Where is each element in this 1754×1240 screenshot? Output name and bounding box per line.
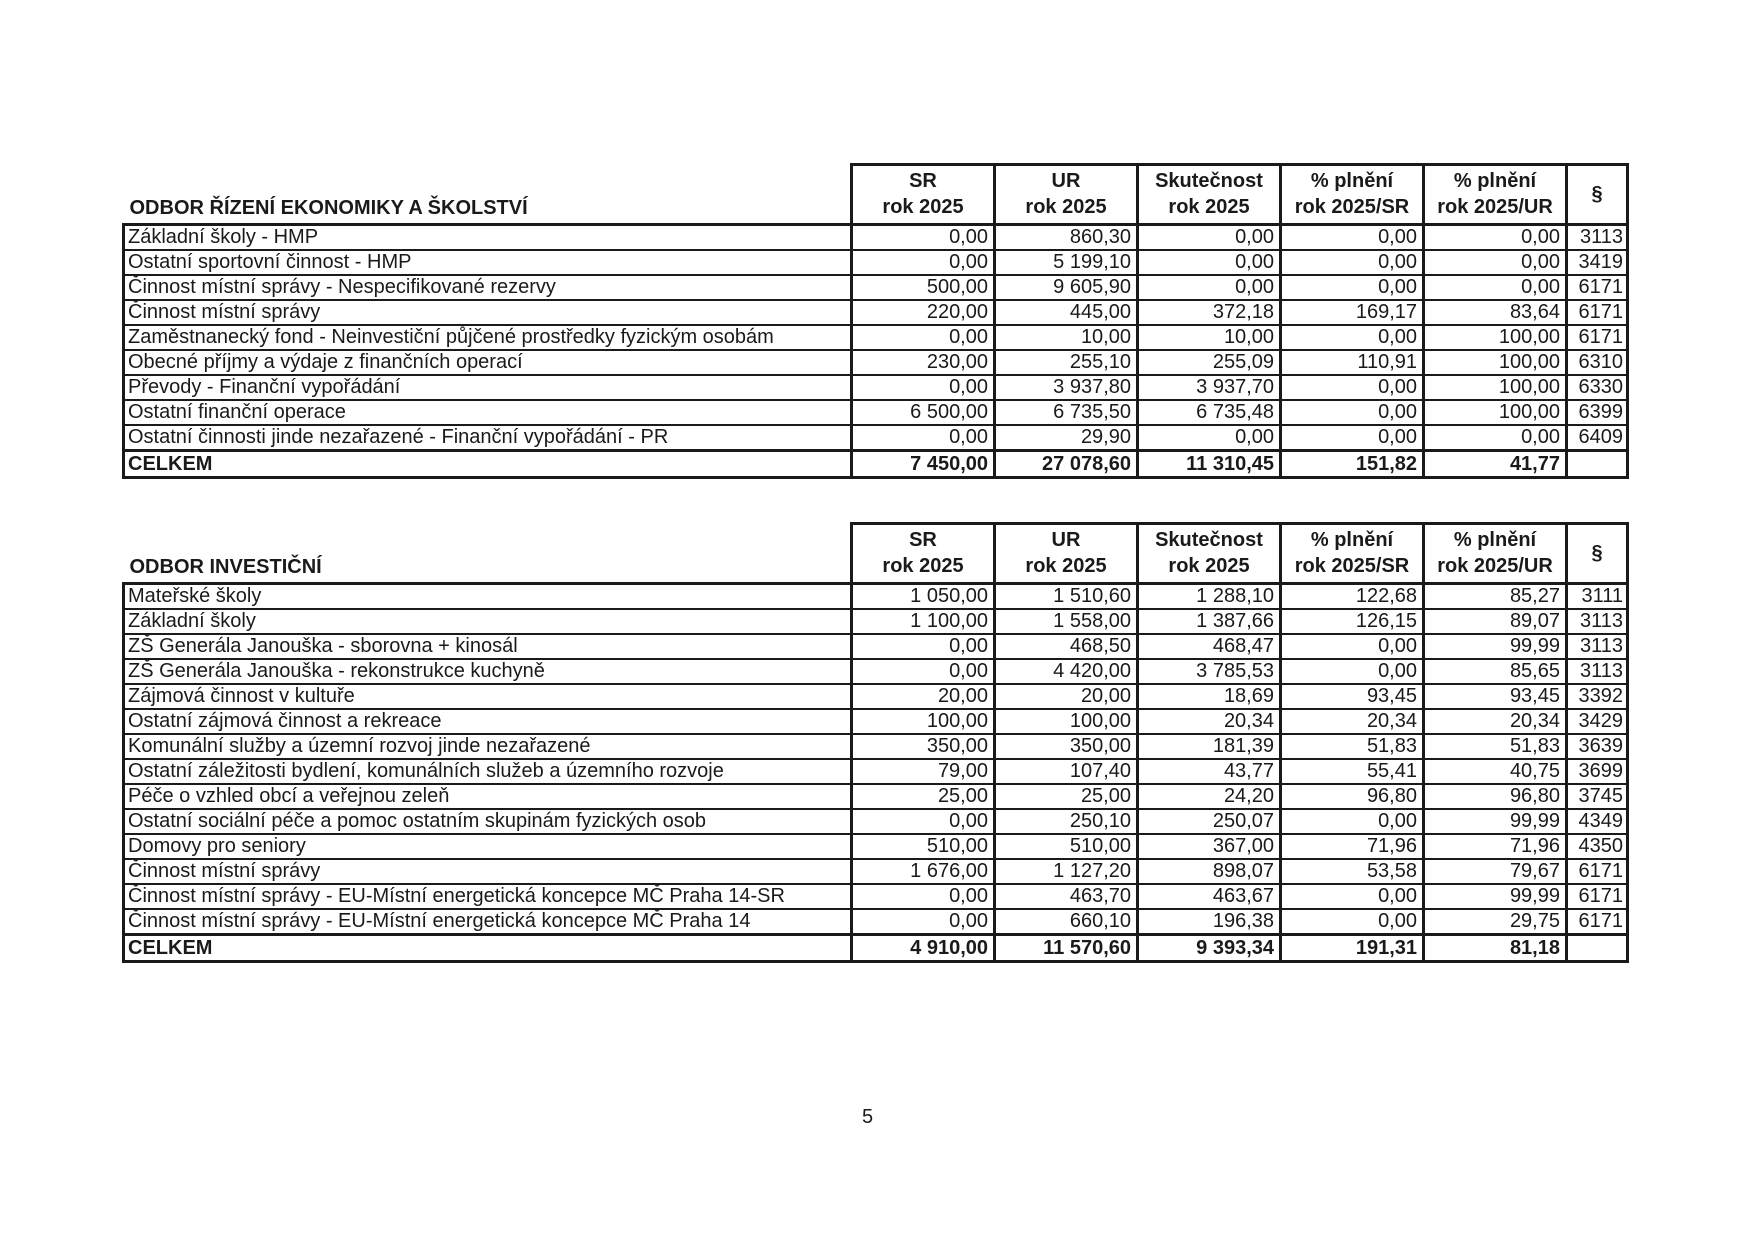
cell-par: 3111 bbox=[1567, 583, 1628, 609]
row-label: Komunální služby a územní rozvoj jinde nezařazené bbox=[124, 734, 852, 759]
cell-par: 6310 bbox=[1567, 350, 1628, 375]
cell-pur: 79,67 bbox=[1424, 859, 1567, 884]
cell-sk: 367,00 bbox=[1138, 834, 1281, 859]
cell-sr: 0,00 bbox=[852, 250, 995, 275]
cell-ur: 660,10 bbox=[995, 909, 1138, 935]
cell-sr: 220,00 bbox=[852, 300, 995, 325]
cell-pur: 99,99 bbox=[1424, 809, 1567, 834]
cell-par: 6171 bbox=[1567, 275, 1628, 300]
cell-pur: 71,96 bbox=[1424, 834, 1567, 859]
cell-psr: 0,00 bbox=[1281, 659, 1424, 684]
row-label: Ostatní sportovní činnost - HMP bbox=[124, 250, 852, 275]
cell-sr: 500,00 bbox=[852, 275, 995, 300]
cell-ur: 20,00 bbox=[995, 684, 1138, 709]
row-label: Obecné příjmy a výdaje z finančních operací bbox=[124, 350, 852, 375]
cell-par: 6409 bbox=[1567, 425, 1628, 451]
cell-ur: 10,00 bbox=[995, 325, 1138, 350]
cell-sk: 0,00 bbox=[1138, 425, 1281, 451]
table-row bbox=[124, 884, 1628, 909]
cell-sr: 0,00 bbox=[852, 325, 995, 350]
cell-pur: 99,99 bbox=[1424, 634, 1567, 659]
col-header-sr: SR rok 2025 bbox=[852, 524, 995, 584]
cell-psr: 93,45 bbox=[1281, 684, 1424, 709]
cell-ur: 29,90 bbox=[995, 425, 1138, 451]
cell-sk: 6 735,48 bbox=[1138, 400, 1281, 425]
col-header-plneni-sr: % plnění rok 2025/SR bbox=[1281, 524, 1424, 584]
table-row bbox=[124, 583, 1628, 609]
row-label: Mateřské školy bbox=[124, 583, 852, 609]
cell-sr: 1 050,00 bbox=[852, 583, 995, 609]
cell-psr: 51,83 bbox=[1281, 734, 1424, 759]
col-header-plneni-ur: % plnění rok 2025/UR bbox=[1424, 165, 1567, 225]
cell-ur: 11 570,60 bbox=[995, 934, 1138, 961]
cell-par: 3419 bbox=[1567, 250, 1628, 275]
table-row bbox=[124, 275, 1628, 300]
cell-ur: 463,70 bbox=[995, 884, 1138, 909]
cell-pur: 100,00 bbox=[1424, 325, 1567, 350]
table-row bbox=[124, 425, 1628, 451]
row-label: Zájmová činnost v kultuře bbox=[124, 684, 852, 709]
cell-par: 6171 bbox=[1567, 909, 1628, 935]
row-label: ZŠ Generála Janouška - sborovna + kinosál bbox=[124, 634, 852, 659]
cell-psr: 0,00 bbox=[1281, 325, 1424, 350]
cell-ur: 9 605,90 bbox=[995, 275, 1138, 300]
cell-sk: 181,39 bbox=[1138, 734, 1281, 759]
cell-psr: 55,41 bbox=[1281, 759, 1424, 784]
cell-sk: 20,34 bbox=[1138, 709, 1281, 734]
cell-psr: 122,68 bbox=[1281, 583, 1424, 609]
cell-psr: 53,58 bbox=[1281, 859, 1424, 884]
cell-sk: 372,18 bbox=[1138, 300, 1281, 325]
cell-sk: 0,00 bbox=[1138, 250, 1281, 275]
cell-pur: 20,34 bbox=[1424, 709, 1567, 734]
table-row bbox=[124, 609, 1628, 634]
table-row bbox=[124, 809, 1628, 834]
cell-sk: 250,07 bbox=[1138, 809, 1281, 834]
cell-ur: 3 937,80 bbox=[995, 375, 1138, 400]
cell-par: 4350 bbox=[1567, 834, 1628, 859]
row-label: Ostatní záležitosti bydlení, komunálních služeb a územního rozvoje bbox=[124, 759, 852, 784]
col-header-skutecnost: Skutečnost rok 2025 bbox=[1138, 524, 1281, 584]
table-row bbox=[124, 734, 1628, 759]
cell-par: 6399 bbox=[1567, 400, 1628, 425]
cell-ur: 510,00 bbox=[995, 834, 1138, 859]
cell-sk: 1 387,66 bbox=[1138, 609, 1281, 634]
row-label: Činnost místní správy - EU-Místní energetická koncepce MČ Praha 14-SR bbox=[124, 884, 852, 909]
cell-sr: 230,00 bbox=[852, 350, 995, 375]
cell-sr: 0,00 bbox=[852, 425, 995, 451]
cell-psr: 0,00 bbox=[1281, 275, 1424, 300]
section-title: ODBOR ŘÍZENÍ EKONOMIKY A ŠKOLSTVÍ bbox=[124, 165, 852, 225]
cell-par: 3745 bbox=[1567, 784, 1628, 809]
cell-pur: 0,00 bbox=[1424, 425, 1567, 451]
cell-ur: 6 735,50 bbox=[995, 400, 1138, 425]
cell-sr: 25,00 bbox=[852, 784, 995, 809]
row-label: Činnost místní správy bbox=[124, 300, 852, 325]
table-row bbox=[124, 350, 1628, 375]
cell-psr: 0,00 bbox=[1281, 884, 1424, 909]
col-header-paragraph: § bbox=[1567, 524, 1628, 584]
total-row bbox=[124, 934, 1628, 961]
table-row bbox=[124, 325, 1628, 350]
cell-ur: 250,10 bbox=[995, 809, 1138, 834]
table-row bbox=[124, 784, 1628, 809]
cell-sk: 255,09 bbox=[1138, 350, 1281, 375]
cell-sk: 0,00 bbox=[1138, 224, 1281, 250]
cell-psr: 0,00 bbox=[1281, 224, 1424, 250]
cell-pur: 100,00 bbox=[1424, 400, 1567, 425]
table-row bbox=[124, 375, 1628, 400]
cell-pur: 40,75 bbox=[1424, 759, 1567, 784]
cell-ur: 860,30 bbox=[995, 224, 1138, 250]
cell-pur: 99,99 bbox=[1424, 884, 1567, 909]
row-label: ZŠ Generála Janouška - rekonstrukce kuchyně bbox=[124, 659, 852, 684]
row-label: Péče o vzhled obcí a veřejnou zeleň bbox=[124, 784, 852, 809]
row-label: Ostatní činnosti jinde nezařazené - Finanční vypořádání - PR bbox=[124, 425, 852, 451]
cell-ur: 100,00 bbox=[995, 709, 1138, 734]
cell-psr: 0,00 bbox=[1281, 425, 1424, 451]
cell-sr: 0,00 bbox=[852, 884, 995, 909]
cell-sr: 1 100,00 bbox=[852, 609, 995, 634]
row-label: CELKEM bbox=[124, 934, 852, 961]
cell-sk: 43,77 bbox=[1138, 759, 1281, 784]
table-row bbox=[124, 684, 1628, 709]
cell-par: 6330 bbox=[1567, 375, 1628, 400]
col-header-plneni-ur: % plnění rok 2025/UR bbox=[1424, 524, 1567, 584]
cell-psr: 71,96 bbox=[1281, 834, 1424, 859]
cell-psr: 0,00 bbox=[1281, 909, 1424, 935]
cell-par: 3113 bbox=[1567, 609, 1628, 634]
cell-pur: 0,00 bbox=[1424, 275, 1567, 300]
cell-ur: 25,00 bbox=[995, 784, 1138, 809]
cell-ur: 5 199,10 bbox=[995, 250, 1138, 275]
cell-par: 6171 bbox=[1567, 300, 1628, 325]
row-label: Základní školy bbox=[124, 609, 852, 634]
cell-sr: 100,00 bbox=[852, 709, 995, 734]
cell-par: 3113 bbox=[1567, 634, 1628, 659]
cell-par: 6171 bbox=[1567, 325, 1628, 350]
cell-sk: 3 937,70 bbox=[1138, 375, 1281, 400]
cell-psr: 20,34 bbox=[1281, 709, 1424, 734]
cell-sr: 510,00 bbox=[852, 834, 995, 859]
row-label: Zaměstnanecký fond - Neinvestiční půjčené prostředky fyzickým osobám bbox=[124, 325, 852, 350]
col-header-sr: SR rok 2025 bbox=[852, 165, 995, 225]
cell-sk: 9 393,34 bbox=[1138, 934, 1281, 961]
cell-pur: 51,83 bbox=[1424, 734, 1567, 759]
table-row bbox=[124, 909, 1628, 935]
cell-ur: 445,00 bbox=[995, 300, 1138, 325]
cell-ur: 1 127,20 bbox=[995, 859, 1138, 884]
cell-psr: 0,00 bbox=[1281, 400, 1424, 425]
cell-sr: 4 910,00 bbox=[852, 934, 995, 961]
total-row bbox=[124, 450, 1628, 477]
cell-sk: 898,07 bbox=[1138, 859, 1281, 884]
row-label: Ostatní finanční operace bbox=[124, 400, 852, 425]
cell-sr: 0,00 bbox=[852, 224, 995, 250]
cell-pur: 93,45 bbox=[1424, 684, 1567, 709]
cell-par: 3113 bbox=[1567, 224, 1628, 250]
row-label: Základní školy - HMP bbox=[124, 224, 852, 250]
table-row bbox=[124, 759, 1628, 784]
cell-ur: 350,00 bbox=[995, 734, 1138, 759]
cell-par: 3113 bbox=[1567, 659, 1628, 684]
cell-pur: 100,00 bbox=[1424, 350, 1567, 375]
section-title: ODBOR INVESTIČNÍ bbox=[124, 524, 852, 584]
cell-psr: 0,00 bbox=[1281, 634, 1424, 659]
cell-psr: 0,00 bbox=[1281, 809, 1424, 834]
table-row bbox=[124, 634, 1628, 659]
cell-par bbox=[1567, 450, 1628, 477]
cell-pur: 100,00 bbox=[1424, 375, 1567, 400]
col-header-paragraph: § bbox=[1567, 165, 1628, 225]
cell-sr: 7 450,00 bbox=[852, 450, 995, 477]
cell-sr: 20,00 bbox=[852, 684, 995, 709]
cell-sr: 0,00 bbox=[852, 375, 995, 400]
table-header-row bbox=[124, 524, 1628, 584]
row-label: Činnost místní správy bbox=[124, 859, 852, 884]
cell-sk: 463,67 bbox=[1138, 884, 1281, 909]
cell-sr: 0,00 bbox=[852, 909, 995, 935]
cell-par: 3429 bbox=[1567, 709, 1628, 734]
cell-sr: 1 676,00 bbox=[852, 859, 995, 884]
cell-sk: 196,38 bbox=[1138, 909, 1281, 935]
cell-psr: 110,91 bbox=[1281, 350, 1424, 375]
table-row bbox=[124, 709, 1628, 734]
table-row bbox=[124, 250, 1628, 275]
cell-sr: 6 500,00 bbox=[852, 400, 995, 425]
col-header-ur: UR rok 2025 bbox=[995, 524, 1138, 584]
cell-sk: 24,20 bbox=[1138, 784, 1281, 809]
cell-psr: 151,82 bbox=[1281, 450, 1424, 477]
cell-ur: 1 510,60 bbox=[995, 583, 1138, 609]
cell-pur: 41,77 bbox=[1424, 450, 1567, 477]
table-row bbox=[124, 224, 1628, 250]
cell-par: 3639 bbox=[1567, 734, 1628, 759]
cell-psr: 0,00 bbox=[1281, 250, 1424, 275]
cell-par: 6171 bbox=[1567, 884, 1628, 909]
cell-pur: 89,07 bbox=[1424, 609, 1567, 634]
row-label: Převody - Finanční vypořádání bbox=[124, 375, 852, 400]
cell-ur: 1 558,00 bbox=[995, 609, 1138, 634]
cell-sk: 18,69 bbox=[1138, 684, 1281, 709]
cell-sk: 0,00 bbox=[1138, 275, 1281, 300]
cell-ur: 255,10 bbox=[995, 350, 1138, 375]
row-label: Ostatní sociální péče a pomoc ostatním skupinám fyzických osob bbox=[124, 809, 852, 834]
cell-par: 3392 bbox=[1567, 684, 1628, 709]
cell-sr: 79,00 bbox=[852, 759, 995, 784]
col-header-ur: UR rok 2025 bbox=[995, 165, 1138, 225]
cell-sk: 3 785,53 bbox=[1138, 659, 1281, 684]
col-header-plneni-sr: % plnění rok 2025/SR bbox=[1281, 165, 1424, 225]
cell-pur: 83,64 bbox=[1424, 300, 1567, 325]
cell-par: 6171 bbox=[1567, 859, 1628, 884]
col-header-skutecnost: Skutečnost rok 2025 bbox=[1138, 165, 1281, 225]
cell-ur: 4 420,00 bbox=[995, 659, 1138, 684]
cell-pur: 81,18 bbox=[1424, 934, 1567, 961]
cell-sk: 1 288,10 bbox=[1138, 583, 1281, 609]
row-label: Činnost místní správy - EU-Místní energetická koncepce MČ Praha 14 bbox=[124, 909, 852, 935]
table-row bbox=[124, 859, 1628, 884]
cell-psr: 96,80 bbox=[1281, 784, 1424, 809]
table-row bbox=[124, 400, 1628, 425]
table-row bbox=[124, 300, 1628, 325]
cell-pur: 0,00 bbox=[1424, 250, 1567, 275]
cell-psr: 191,31 bbox=[1281, 934, 1424, 961]
table-header-row bbox=[124, 165, 1628, 225]
cell-ur: 468,50 bbox=[995, 634, 1138, 659]
cell-pur: 85,65 bbox=[1424, 659, 1567, 684]
cell-ur: 27 078,60 bbox=[995, 450, 1138, 477]
budget-table-economy-schools bbox=[122, 163, 1629, 479]
cell-sk: 468,47 bbox=[1138, 634, 1281, 659]
row-label: Ostatní zájmová činnost a rekreace bbox=[124, 709, 852, 734]
cell-par: 4349 bbox=[1567, 809, 1628, 834]
cell-psr: 126,15 bbox=[1281, 609, 1424, 634]
cell-pur: 0,00 bbox=[1424, 224, 1567, 250]
cell-psr: 0,00 bbox=[1281, 375, 1424, 400]
cell-sr: 0,00 bbox=[852, 634, 995, 659]
cell-sr: 0,00 bbox=[852, 659, 995, 684]
cell-sk: 11 310,45 bbox=[1138, 450, 1281, 477]
cell-pur: 29,75 bbox=[1424, 909, 1567, 935]
cell-par bbox=[1567, 934, 1628, 961]
row-label: Činnost místní správy - Nespecifikované rezervy bbox=[124, 275, 852, 300]
budget-table-investment bbox=[122, 522, 1629, 963]
cell-par: 3699 bbox=[1567, 759, 1628, 784]
page-number: 5 bbox=[862, 1106, 874, 1128]
row-label: CELKEM bbox=[124, 450, 852, 477]
table-row bbox=[124, 659, 1628, 684]
cell-psr: 169,17 bbox=[1281, 300, 1424, 325]
table-row bbox=[124, 834, 1628, 859]
cell-ur: 107,40 bbox=[995, 759, 1138, 784]
cell-pur: 85,27 bbox=[1424, 583, 1567, 609]
cell-sk: 10,00 bbox=[1138, 325, 1281, 350]
cell-sr: 0,00 bbox=[852, 809, 995, 834]
row-label: Domovy pro seniory bbox=[124, 834, 852, 859]
cell-sr: 350,00 bbox=[852, 734, 995, 759]
cell-pur: 96,80 bbox=[1424, 784, 1567, 809]
